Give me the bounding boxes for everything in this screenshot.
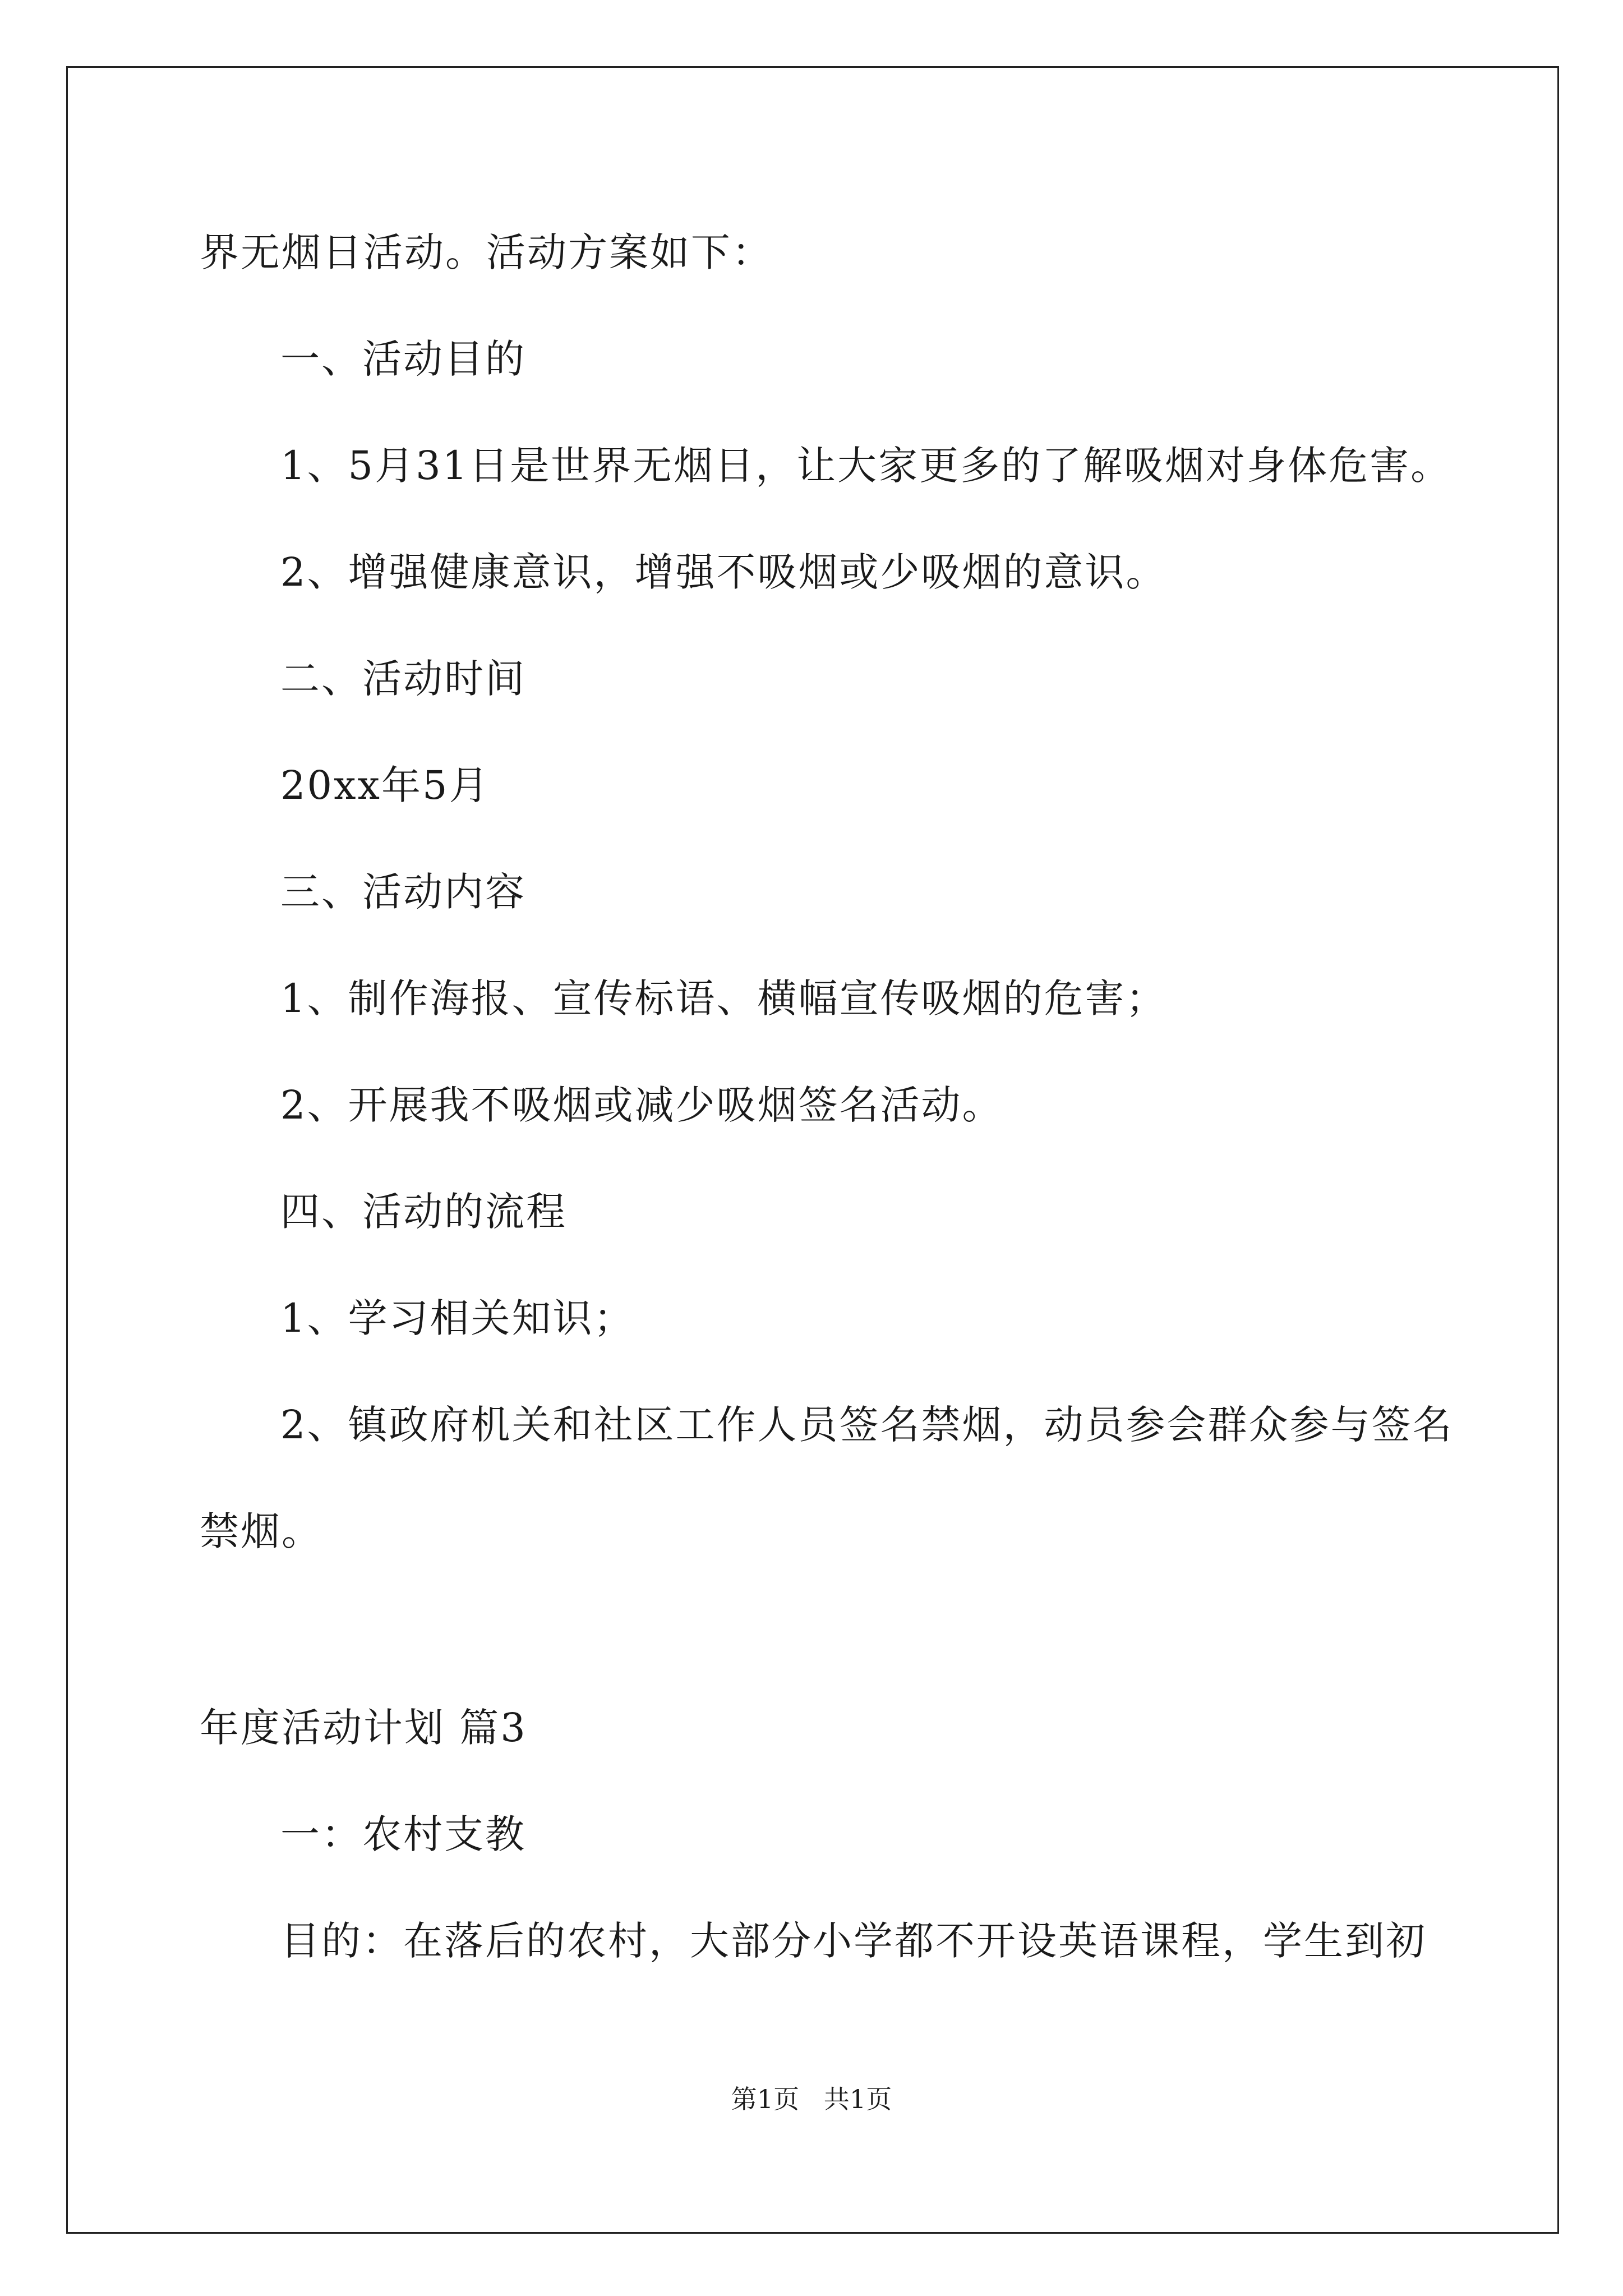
- body-line: 界无烟日活动。活动方案如下：: [200, 229, 773, 275]
- section-heading: 二、活动时间: [280, 656, 526, 702]
- body-line: 1、制作海报、宣传标语、横幅宣传吸烟的危害；: [280, 976, 1167, 1022]
- body-line: 2、镇政府机关和社区工作人员签名禁烟，动员参会群众参与签名: [280, 1402, 1454, 1448]
- body-line: 20xx年5月: [280, 762, 490, 808]
- body-line: 2、增强健康意识，增强不吸烟或少吸烟的意识。: [280, 549, 1167, 595]
- section-heading: 三、活动内容: [280, 869, 526, 915]
- page-number-footer: 第1页 共1页: [731, 2084, 892, 2114]
- body-line: 1、5月31日是世界无烟日，让大家更多的了解吸烟对身体危害。: [280, 443, 1452, 489]
- body-line: 禁烟。: [200, 1508, 322, 1554]
- section-heading: 四、活动的流程: [280, 1189, 567, 1235]
- body-line: 2、开展我不吸烟或减少吸烟签名活动。: [280, 1082, 1003, 1128]
- page-border: [66, 66, 1559, 2234]
- section-heading: 一、活动目的: [280, 336, 526, 382]
- article-title: 年度活动计划 篇3: [200, 1705, 527, 1751]
- body-line: 1、学习相关知识；: [280, 1295, 635, 1341]
- body-line: 目的：在落后的农村，大部分小学都不开设英语课程，学生到初: [280, 1918, 1427, 1964]
- section-heading: 一：农村支教: [280, 1811, 526, 1857]
